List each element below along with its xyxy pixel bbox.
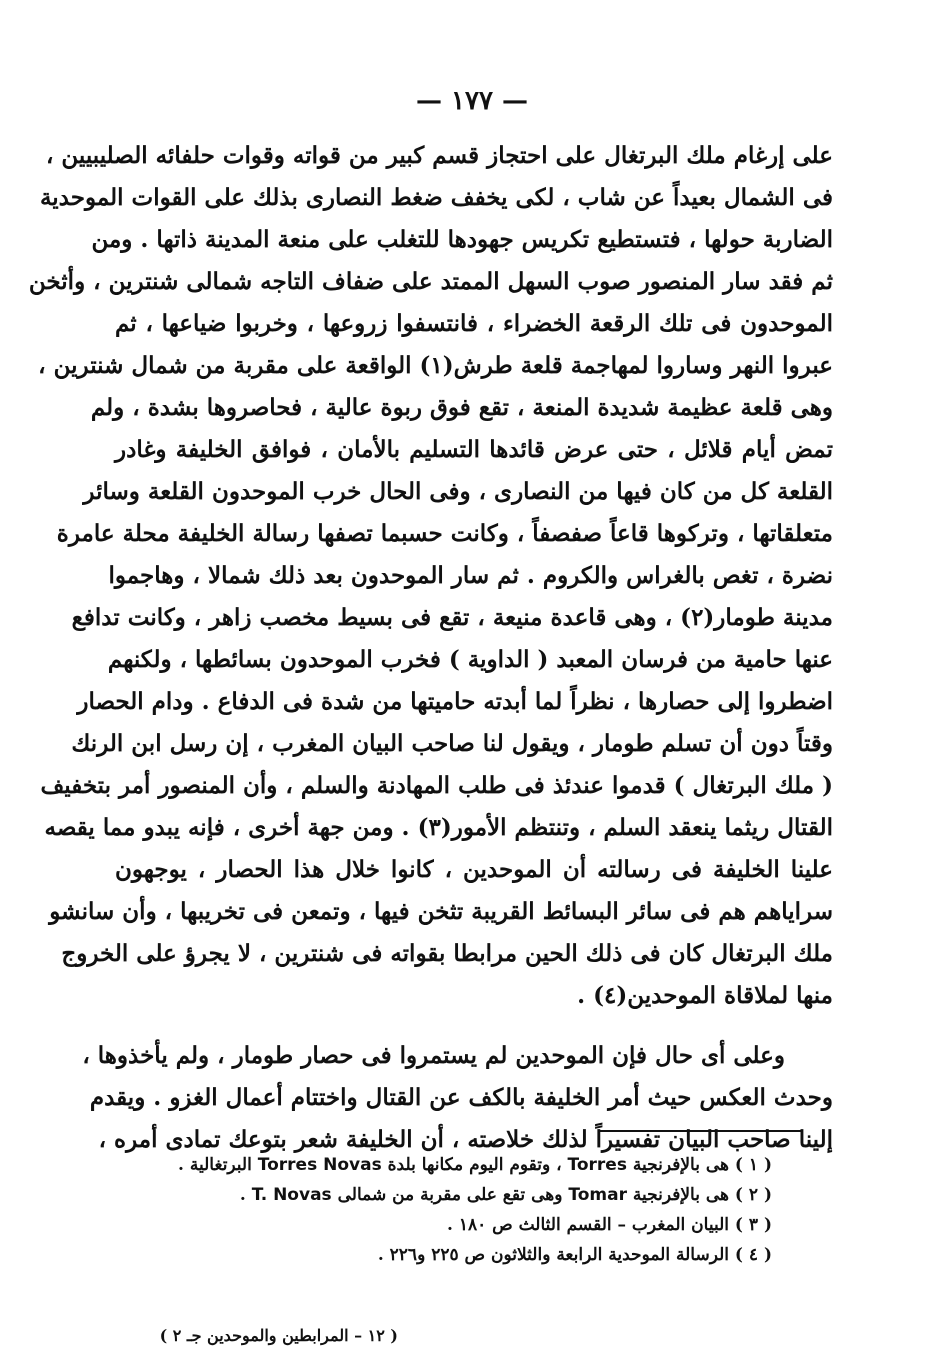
text-line: على إرغام ملك البرتغال على احتجاز قسم كبير من قواته وقوات حلفائه الصليبيين ، [45,142,833,169]
text-line: الموحدون فى تلك الرقعة الخضراء ، فانتسفوا زروعها ، وخربوا ضياعها ، ثم [115,310,833,337]
text-line: وعلى أى حال فإن الموحدين لم يستمروا فى حصار طومار ، ولم يأخذوها ، [82,1042,785,1069]
footnote-text: وهى تقع على مقربة من شمالى [337,1185,563,1205]
text-line: ( ملك البرتغال ) قدموا عندئذ فى طلب المهادنة والسلم ، وأن المنصور أمر بتخفيف [40,772,833,799]
text-line: فى الشمال بعيداً عن شاب ، لكى يخفف ضغط النصارى بذلك على القوات الموحدية [39,184,833,211]
footnote-text: البرتغالية . [178,1155,252,1175]
footnote-latin-term: Torres Novas [257,1155,382,1175]
footnote-number: ( ٢ ) [734,1185,772,1205]
footnotes [130,1150,772,1270]
footnote-divider [598,1130,801,1132]
text-line: نضرة ، تغص بالغراس والكروم . ثم سار الموحدون بعد ذلك شمالا ، وهاجموا [108,562,833,589]
text-line: منها لملاقاة الموحدين(٤) . [577,982,833,1009]
text-line: عبروا النهر وساروا لمهاجمة قلعة طرش(١) الواقعة على مقربة من شمال شنترين ، [38,352,833,379]
main-text [28,135,833,1161]
text-line: إلينا صاحب البيان تفسيراً لذلك خلاصته ، أن الخليفة شعر بتوعك تمادى أمره ، [98,1126,833,1153]
footnote-number: ( ٣ ) [734,1215,772,1235]
footnote-latin-term: T. Novas [251,1185,332,1205]
text-line: وهى قلعة عظيمة شديدة المنعة ، تقع فوق ربوة عالية ، فحاصروها بشدة ، ولم [90,394,833,421]
text-line: سراياهم هم فى سائر البسائط القريبة تثخن فيها ، وتمعن فى تخريبها ، وأن سانشو [49,898,833,925]
paragraph-gap [115,1017,833,1035]
text-line: الضاربة حولها ، فتستطيع تكريس جهودها للتغلب على منعة المدينة ذاتها . ومن [91,226,833,253]
footnote-text: الرسالة الموحدية الرابعة والثلاثون ص ٢٢٥ و٢٢٦ . [377,1245,729,1265]
page-footer-signature: ( ١٢ – المرابطين والموحدين جـ ٢ ) [159,1326,398,1345]
text-line: ثم فقد سار المنصور صوب السهل الممتد على ضفاف التاجه شمالى شنترين ، وأثخن [28,268,833,295]
footnote-number: ( ١ ) [734,1155,772,1175]
footnote-2 [130,1180,772,1210]
footnote-latin-term: Tomar [568,1185,627,1205]
footnote-3 [130,1210,772,1240]
footnote-1 [130,1150,772,1180]
footnote-number: ( ٤ ) [734,1245,772,1265]
text-line: متعلقاتها ، وتركوها قاعاً صفصفاً ، وكانت حسبما تصفها رسالة الخليفة محلة عامرة [56,520,833,547]
footnote-text: هى بالإفرنجية [632,1185,729,1205]
paragraph-2 [82,1035,833,1161]
text-line: ملك البرتغال كان فى ذلك الحين مرابطا بقواته فى شنترين ، لا يجرؤ على الخروج [61,940,833,967]
text-line: وحدث العكس حيث أمر الخليفة بالكف عن القتال واختتام أعمال الغزو . ويقدم [89,1084,833,1111]
paragraph-1 [28,135,833,1017]
footnote-text: ، وتقوم اليوم مكانها بلدة [387,1155,562,1175]
footnote-latin-term: Torres [567,1155,627,1175]
footnote-text: البيان المغرب – القسم الثالث ص ١٨٠ . [446,1215,729,1235]
footnote-4 [130,1240,772,1270]
page-number: — ١٧٧ — [415,86,529,116]
text-line: مدينة طومار(٢) ، وهى قاعدة منيعة ، تقع فى بسيط مخصب زاهر ، وكانت تدافع [71,604,833,631]
footnote-text: . [239,1185,246,1205]
text-line: علينا الخليفة فى رسالته أن الموحدين ، كانوا خلال هذا الحصار ، يوجهون [115,856,833,883]
text-line: عنها حامية من فرسان المعبد ( الداوية ) فخرب الموحدون بسائطها ، ولكنهم [107,646,833,673]
text-line: وقتاً دون أن تسلم طومار ، ويقول لنا صاحب البيان المغرب ، إن رسل ابن الرنك [71,730,833,757]
text-line: القتال ريثما ينعقد السلم ، وتنتظم الأمور(٣) . ومن جهة أخرى ، فإنه يبدو مما يقصه [44,814,833,841]
footnote-text: هى بالإفرنجية [632,1155,729,1175]
text-line: اضطروا إلى حصارها ، نظراً لما أبدته حاميتها من شدة فى الدفاع . ودام الحصار [77,688,833,715]
text-line: تمض أيام قلائل ، حتى عرض قائدها التسليم بالأمان ، فوافق الخليفة وغادر [115,436,833,463]
text-line: القلعة كل من كان فيها من النصارى ، وفى الحال خرب الموحدون القلعة وسائر [83,478,833,505]
